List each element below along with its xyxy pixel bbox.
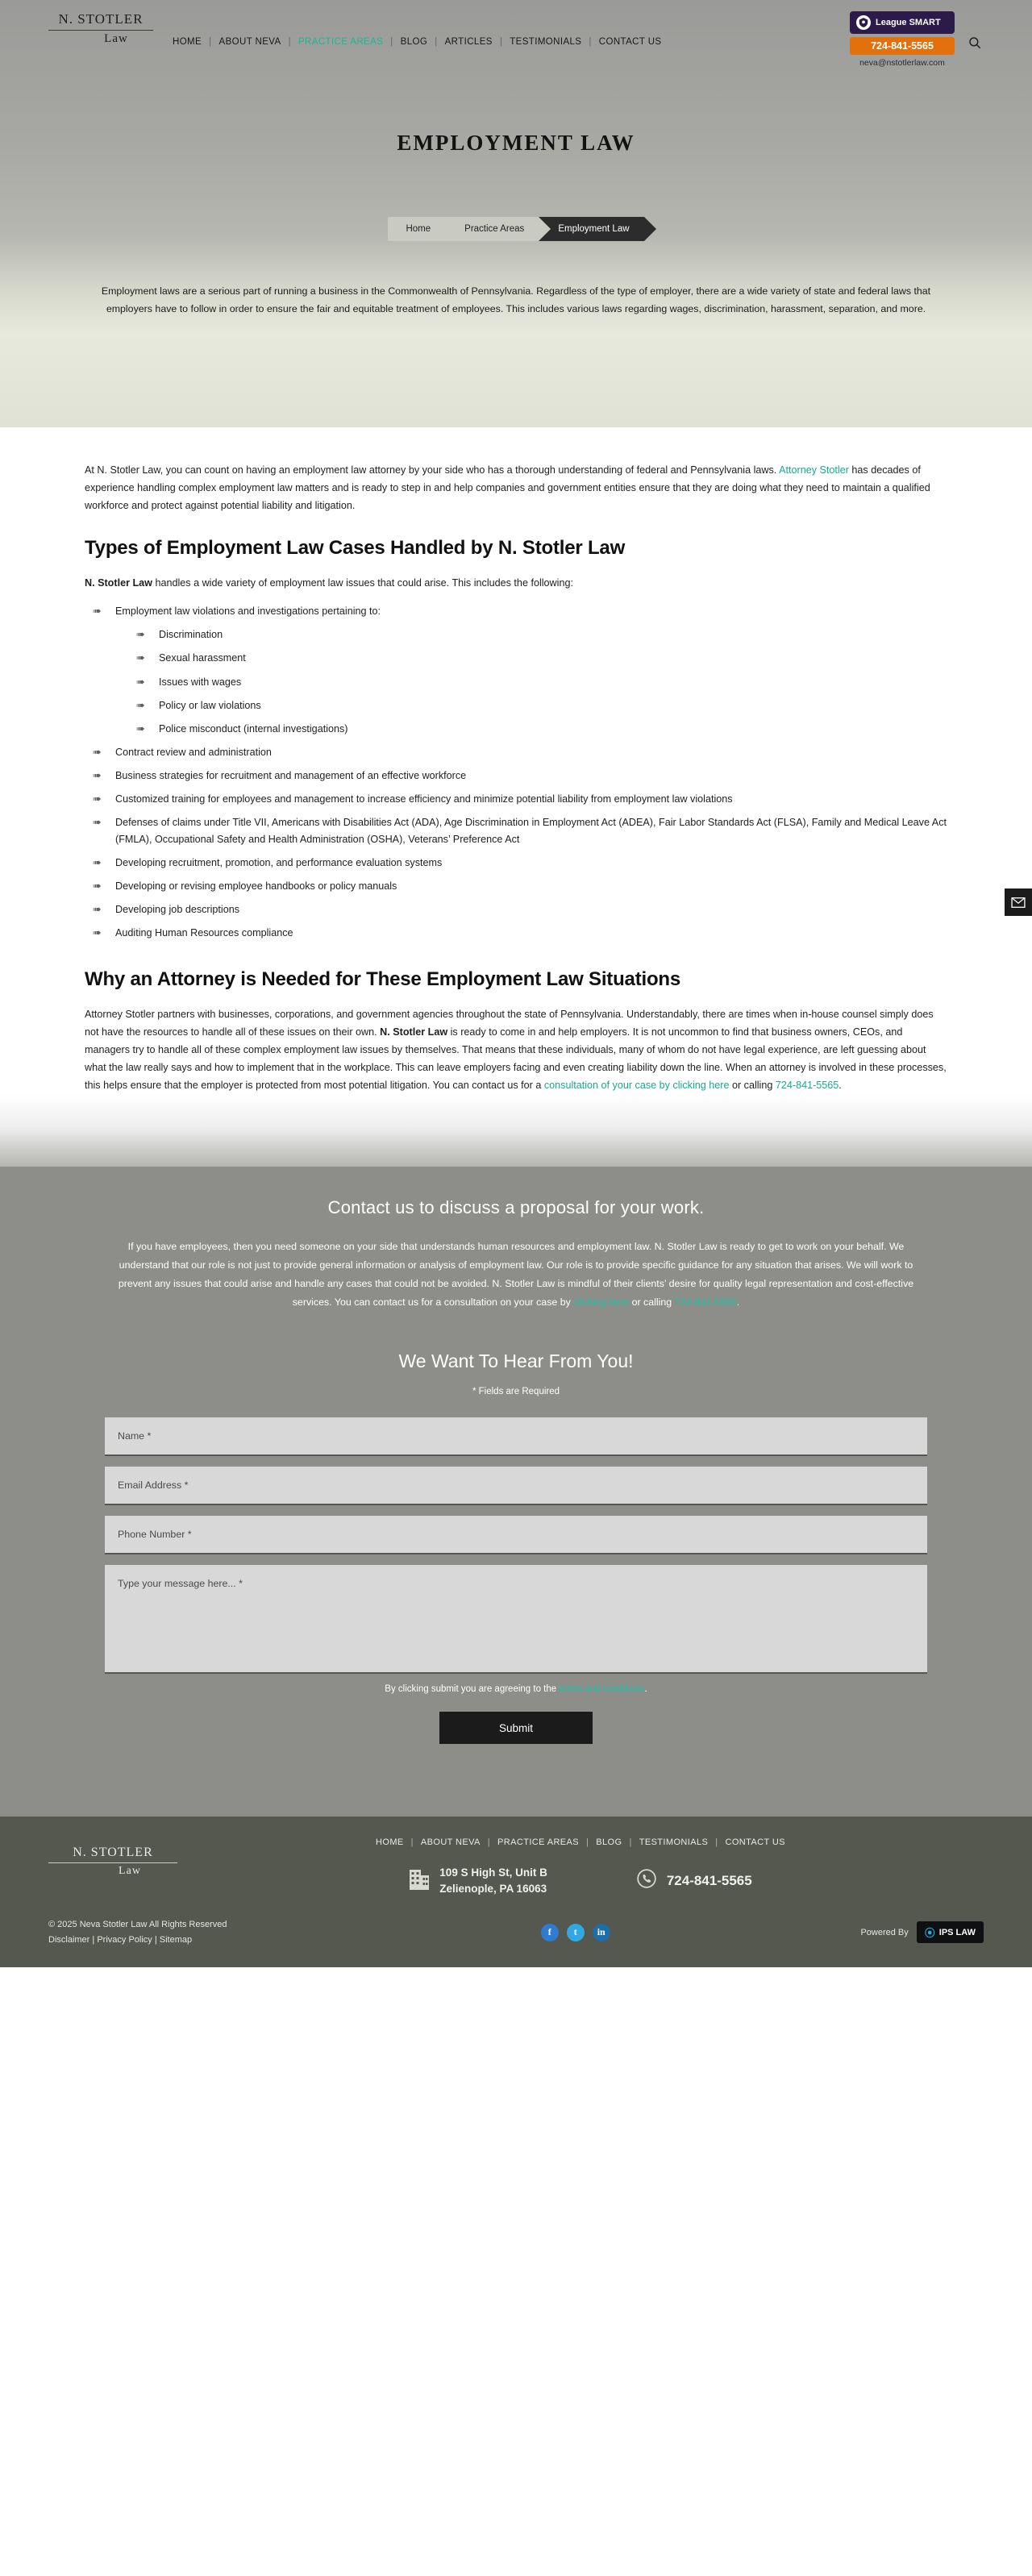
terms-suffix: . [644, 1684, 647, 1695]
swirl-icon: ⦿ [924, 1927, 935, 1940]
page-title: EMPLOYMENT LAW [397, 131, 635, 155]
footer-nav-home[interactable]: HOME [376, 1837, 404, 1848]
top-bar [0, 0, 1032, 81]
sitemap-link[interactable]: Sitemap [159, 1934, 193, 1945]
cta-heading: Contact us to discuss a proposal for your work. [327, 1197, 705, 1218]
league-smart-badge[interactable] [850, 11, 955, 34]
terms-prefix: By clicking submit you are agreeing to the [385, 1684, 560, 1695]
powered-by-brand: IPS LAW [938, 1927, 976, 1937]
main-navigation [171, 37, 850, 47]
form-required-note: * Fields are Required [472, 1387, 560, 1397]
league-shield-icon [856, 15, 871, 30]
footer-logo-bottom: Law [119, 1865, 141, 1878]
why-text-1: Attorney Stotler partners with businesses, corporations, and government agencies throughout the state of Pennsylvania. Understandably, there are times when in-house counsel simply does not have the resources to handle all of these issues on their own. [85, 1009, 934, 1038]
breadcrumb-item-home[interactable]: Home [388, 217, 445, 241]
list-item [89, 925, 947, 941]
arrow-bullet-icon: ➠ [93, 605, 102, 618]
nav-item-blog[interactable]: BLOG [400, 37, 428, 47]
arrow-bullet-icon: ➠ [93, 769, 102, 782]
cta-text-1: If you have employees, then you need someone on your side that understands human resources and employment law. N. Stotler Law is ready to get to work on your behalf. We understand that our role is not just to provide general information or analysis of employment law. Our role is to provide specific guidance for any situation that arises. We will work to prevent any issues that could arise and handle any cases that could not be avoided. N. Stotler Law is mindful of their clients’ desire for quality legal representation and cost-effective services. You can contact us for a consultation on your case by [118, 1241, 914, 1309]
employment-case-list [89, 603, 947, 941]
list-item [89, 855, 947, 871]
employment-case-sublist [133, 626, 947, 737]
footer-top [48, 1837, 984, 1896]
list-item-label: Policy or law violations [159, 699, 261, 711]
list-item [133, 650, 947, 666]
legal-separator: | [92, 1934, 98, 1945]
legal-links [48, 1933, 290, 1948]
list-item-label: Discrimination [159, 629, 223, 641]
header-contact-block [850, 11, 984, 68]
why-text-3: or calling [729, 1080, 776, 1092]
intro-text-1: At N. Stotler Law, you can count on having an employment law attorney by your side who has a thorough understanding of federal and Pennsylvania laws. [85, 464, 780, 476]
nav-item-contact-us[interactable]: CONTACT US [598, 37, 662, 47]
list-item-label: Defenses of claims under Title VII, Americans with Disabilities Act (ADA), Age Discrimination in Employment Act (ADEA), Fair Labor Standards Act (FLSA), Family and Medical Leave Act (FMLA), Occupational Safety and Health Administration (OSHA), Veterans’ Preference Act [115, 817, 947, 845]
nav-separator: | [209, 37, 212, 47]
arrow-bullet-icon: ➠ [93, 902, 102, 915]
footer-nav-separator: | [586, 1837, 589, 1848]
twitter-icon[interactable]: t [567, 1924, 585, 1941]
list-item [89, 791, 947, 807]
footer-nav-separator: | [629, 1837, 632, 1848]
list-item [133, 674, 947, 690]
hero-intro-text: Employment laws are a serious part of running a business in the Commonwealth of Pennsylvania. Regardless of the type of employer, there are a wide variety of state and federal laws that employers have to follow in order to ensure the fair and equitable treatment of employees. This includes various laws regarding wages, discrimination, harassment, separation, and more. [101, 285, 931, 314]
arrow-bullet-icon: ➠ [136, 628, 145, 641]
legal-separator: | [154, 1934, 160, 1945]
footer-bottom [48, 1917, 984, 1966]
site-footer [0, 1817, 1032, 1967]
logo-divider [48, 30, 153, 31]
list-item [89, 901, 947, 918]
nav-separator: | [499, 37, 503, 47]
powered-by-label: Powered By [860, 1927, 909, 1937]
footer-phone-number: 724-841-5565 [666, 1872, 752, 1888]
footer-logo-divider [48, 1862, 177, 1863]
facebook-icon[interactable]: f [541, 1924, 559, 1941]
logo-top-text: N. STOTLER [58, 11, 144, 27]
nav-separator: | [390, 37, 393, 47]
search-icon[interactable] [966, 34, 984, 52]
intro-text-2: has decades of experience handling complex employment law matters and is ready to step in and help companies and government entities ensure that they are doing what they need to maintain a qualified workforce and protect against potential liability and litigation. [85, 464, 930, 512]
list-item-label: Issues with wages [159, 676, 242, 688]
address-line-1: 109 S High St, Unit B [439, 1866, 547, 1879]
site-logo[interactable] [48, 11, 153, 46]
intro-paragraph [85, 461, 947, 514]
cta-phone-link[interactable]: 724-841-5565 [674, 1296, 737, 1309]
section-fade-divider [0, 1094, 1032, 1167]
nav-item-practice-areas[interactable]: PRACTICE AREAS [298, 37, 384, 47]
list-item-label: Sexual harassment [159, 652, 246, 664]
nav-item-home[interactable]: HOME [173, 37, 202, 47]
contact-form [105, 1417, 927, 1779]
why-strong: N. Stotler Law [380, 1026, 448, 1038]
contact-form-section [0, 1350, 1032, 1779]
arrow-bullet-icon: ➠ [93, 926, 102, 939]
list-item [89, 744, 947, 760]
list-item-label: Customized training for employees and management to increase efficiency and minimize potential liability from employment law violations [115, 793, 733, 805]
why-text-4: . [838, 1080, 842, 1092]
cta-section [0, 1167, 1032, 1817]
arrow-bullet-icon: ➠ [93, 816, 102, 829]
nav-separator: | [589, 37, 592, 47]
footer-copyright-block [48, 1917, 290, 1947]
header-contact-stack [850, 11, 955, 68]
powered-by [860, 1921, 984, 1943]
league-badge-label: League SMART [876, 18, 941, 27]
email-contact-tab[interactable] [1005, 888, 1032, 916]
list-item-label: Contract review and administration [115, 746, 272, 758]
footer-nav-about-neva[interactable]: ABOUT NEVA [420, 1837, 481, 1848]
list-item [89, 768, 947, 784]
list-item-label: Business strategies for recruitment and management of an effective workforce [115, 770, 467, 782]
footer-phone[interactable] [636, 1868, 752, 1893]
nav-separator: | [288, 37, 291, 47]
list-item [89, 603, 947, 737]
footer-logo-top: N. STOTLER [73, 1846, 153, 1860]
phone-icon [636, 1868, 657, 1893]
building-icon [409, 1866, 430, 1895]
nav-item-about-neva[interactable]: ABOUT NEVA [218, 37, 281, 47]
section-title-types: Types of Employment Law Cases Handled by N. Stotler Law [85, 537, 626, 560]
linkedin-icon[interactable]: in [593, 1924, 610, 1941]
list-item [89, 814, 947, 847]
list-item [133, 626, 947, 643]
breadcrumb-item-current: Employment Law [539, 217, 643, 241]
footer-nav-separator: | [487, 1837, 491, 1848]
header-hero [0, 0, 1032, 427]
email-input[interactable] [105, 1467, 927, 1505]
types-lead [85, 574, 947, 592]
terms-note [105, 1684, 927, 1694]
footer-nav-contact-us[interactable]: CONTACT US [725, 1837, 785, 1848]
footer-contact [177, 1865, 984, 1896]
address-line-2: Zelienople, PA 16063 [439, 1882, 547, 1895]
cta-text-3: . [736, 1296, 740, 1309]
breadcrumb [0, 217, 1032, 241]
why-attorney-paragraph [85, 1005, 947, 1094]
list-item-label: Developing recruitment, promotion, and performance evaluation systems [115, 856, 443, 868]
social-links [290, 1924, 860, 1941]
footer-nav-testimonials[interactable]: TESTIMONIALS [639, 1837, 709, 1848]
section-title-why-attorney: Why an Attorney is Needed for These Employment Law Situations [85, 968, 681, 991]
form-heading: We Want To Hear From You! [398, 1350, 634, 1372]
phone-input[interactable] [105, 1516, 927, 1554]
logo-bottom-text: Law [104, 32, 128, 45]
message-textarea[interactable] [105, 1565, 927, 1674]
footer-nav-separator: | [715, 1837, 718, 1848]
footer-navigation [177, 1837, 984, 1847]
list-item-label: Police misconduct (internal investigations) [159, 722, 348, 735]
arrow-bullet-icon: ➠ [93, 879, 102, 892]
list-item [133, 697, 947, 714]
arrow-bullet-icon: ➠ [136, 722, 145, 735]
header-email[interactable]: neva@nstotlerlaw.com [859, 58, 945, 68]
consultation-link[interactable]: consultation of your case by clicking here [543, 1080, 730, 1092]
name-input[interactable] [105, 1417, 927, 1456]
list-item [133, 721, 947, 737]
nav-item-testimonials[interactable]: TESTIMONIALS [510, 37, 582, 47]
privacy-policy-link[interactable]: Privacy Policy [97, 1934, 152, 1945]
arrow-bullet-icon: ➠ [136, 698, 145, 711]
footer-right [177, 1837, 984, 1896]
list-item-label: Employment law violations and investigations pertaining to: [115, 606, 381, 618]
types-lead-rest: handles a wide variety of employment law issues that could arise. This includes the following: [152, 577, 573, 589]
arrow-bullet-icon: ➠ [136, 675, 145, 688]
arrow-bullet-icon: ➠ [93, 745, 102, 758]
attorney-stotler-link[interactable]: Attorney Stotler [779, 464, 849, 476]
powered-by-badge[interactable] [917, 1921, 984, 1943]
copyright-text: © 2025 Neva Stotler Law All Rights Reserved [48, 1920, 227, 1930]
footer-logo[interactable] [48, 1846, 177, 1878]
disclaimer-link[interactable]: Disclaimer [48, 1934, 90, 1945]
footer-address-text [439, 1865, 547, 1896]
nav-item-articles[interactable]: ARTICLES [444, 37, 493, 47]
header-phone-button[interactable]: 724-841-5565 [850, 37, 955, 55]
arrow-bullet-icon: ➠ [136, 651, 145, 664]
arrow-bullet-icon: ➠ [93, 793, 102, 805]
submit-row [105, 1712, 927, 1779]
terms-and-conditions-link[interactable]: terms and conditions [559, 1684, 645, 1695]
cta-text-2: or calling [629, 1296, 675, 1309]
footer-nav-blog[interactable]: BLOG [596, 1837, 622, 1848]
nav-separator: | [435, 37, 438, 47]
main-content [85, 427, 947, 1094]
types-lead-strong: N. Stotler Law [85, 577, 152, 589]
footer-nav-practice-areas[interactable]: PRACTICE AREAS [497, 1837, 580, 1848]
arrow-bullet-icon: ➠ [93, 855, 102, 868]
why-text-2: is ready to come in and help employers. It is not uncommon to find that business owners, CEOs, and managers try to handle all of these complex employment law issues by themselves. That means that these individuals, many of whom do not have legal experience, are left guessing about what the law really says and how to implement that in the workplace. This can leave employers facing and even creating liability down the line. When an attorney is involved in these processes, this helps ensure that the employer is protected from most potential litigation. You can contact us for a [85, 1026, 947, 1092]
submit-button[interactable]: Submit [439, 1712, 593, 1744]
list-item-label: Developing job descriptions [115, 903, 240, 915]
list-item-label: Auditing Human Resources compliance [115, 927, 293, 939]
cta-body [105, 1238, 927, 1312]
phone-link[interactable]: 724-841-5565 [775, 1080, 839, 1092]
cta-clicking-here-link[interactable]: clicking here [573, 1296, 630, 1309]
list-item [89, 878, 947, 894]
footer-nav-separator: | [410, 1837, 414, 1848]
list-item-label: Developing or revising employee handbooks or policy manuals [115, 880, 397, 892]
breadcrumb-item-practice-areas[interactable]: Practice Areas [445, 217, 539, 241]
footer-address[interactable] [409, 1865, 547, 1896]
